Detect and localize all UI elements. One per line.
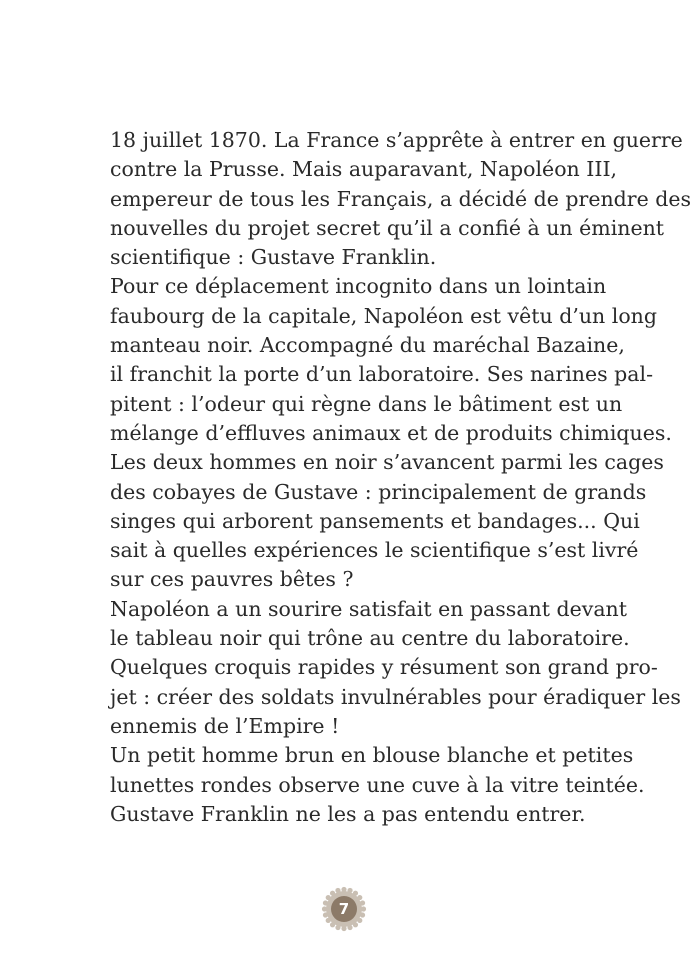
text-line: empereur de tous les Français, a décidé de prendre des <box>110 186 692 211</box>
body-text <box>110 126 692 829</box>
text-line: Quelques croquis rapides y résument son grand pro- <box>110 655 658 680</box>
text-line: jet : créer des soldats invulnérables pour éradiquer les <box>110 684 681 709</box>
text-line: Les deux hommes en noir s’avancent parmi les cages <box>110 450 664 475</box>
text-line: scientifique : Gustave Franklin. <box>110 245 437 270</box>
text-line: nouvelles du projet secret qu’il a confié à un éminent <box>110 215 665 240</box>
text-line: lunettes rondes observe une cuve à la vitre teintée. <box>110 772 645 797</box>
text-line: singes qui arborent pansements et bandages... Qui <box>110 508 640 533</box>
text-line: il franchit la porte d’un laboratoire. Ses narines pal- <box>110 362 653 387</box>
text-line: Un petit homme brun en blouse blanche et petites <box>110 743 634 768</box>
paragraph <box>110 595 681 741</box>
text-line: des cobayes de Gustave : principalement de grands <box>110 479 647 504</box>
text-line: faubourg de la capitale, Napoléon est vêtu d’un long <box>110 303 657 328</box>
text-line: 18 juillet 1870. La France s’apprête à entrer en guerre <box>110 128 683 152</box>
text-line: Napoléon a un sourire satisfait en passant devant <box>110 596 627 621</box>
text-line: ennemis de l’Empire ! <box>110 713 340 738</box>
text-line: contre la Prusse. Mais auparavant, Napoléon III, <box>110 157 618 182</box>
text-line: pitent : l’odeur qui règne dans le bâtiment est un <box>110 391 623 416</box>
text-line: le tableau noir qui trône au centre du laboratoire. <box>110 626 630 651</box>
paragraph <box>110 741 645 829</box>
paragraph <box>110 126 692 272</box>
page-number: 7 <box>338 900 350 918</box>
page-number-badge <box>321 886 367 932</box>
text-line: Gustave Franklin ne les a pas entendu entrer. <box>110 801 586 826</box>
text-line: Pour ce déplacement incognito dans un lointain <box>110 274 607 299</box>
text-line: sur ces pauvres bêtes ? <box>110 567 354 592</box>
text-line: manteau noir. Accompagné du maréchal Bazaine, <box>110 333 625 358</box>
text-line: sait à quelles expériences le scientifique s’est livré <box>110 538 639 563</box>
text-line: mélange d’effluves animaux et de produits chimiques. <box>110 420 672 445</box>
paragraph <box>110 272 672 594</box>
